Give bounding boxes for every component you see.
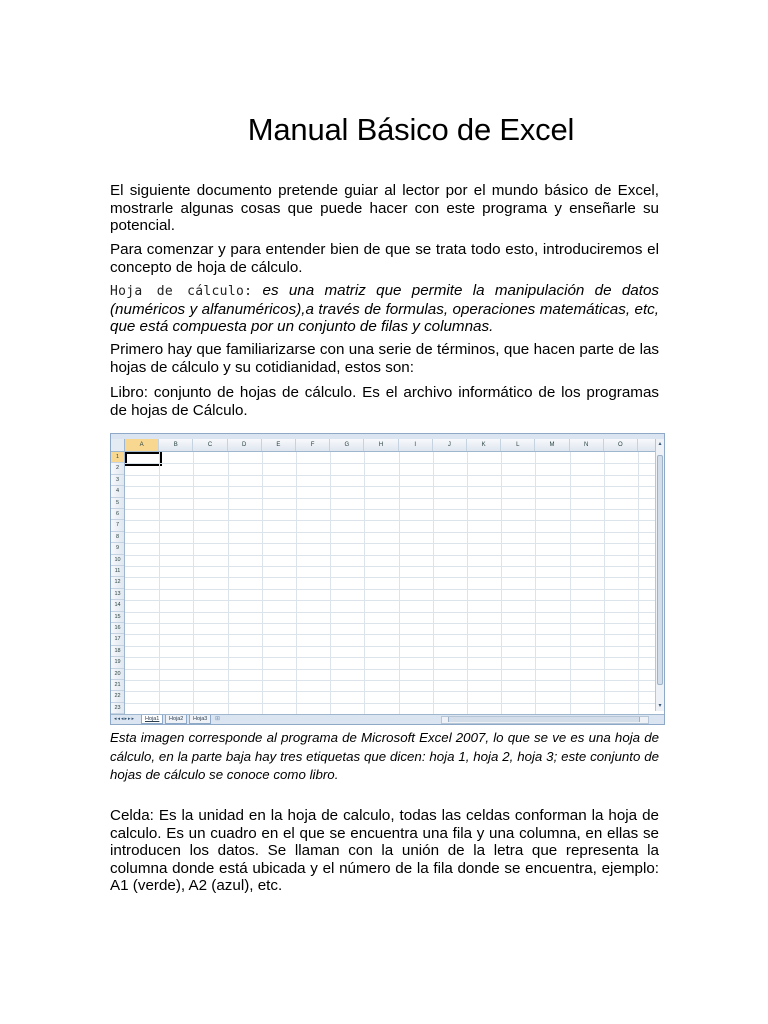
row-gridline [125,509,655,510]
row-gridline [125,555,655,556]
row-header-22: 22 [111,691,124,702]
definition-term: Hoja de cálculo: [110,284,253,299]
row-gridline [125,657,655,658]
row-gridline [125,669,655,670]
tab-hoja3: Hoja3 [189,715,211,724]
column-gridline [399,452,400,714]
row-gridline [125,623,655,624]
scroll-up-icon: ▴ [658,441,662,447]
row-gridline [125,532,655,533]
row-header-9: 9 [111,543,124,554]
row-header-15: 15 [111,612,124,623]
row-gridline [125,463,655,464]
row-header-14: 14 [111,600,124,611]
column-header-e: E [262,439,296,451]
row-headers [111,452,125,714]
horizontal-scroll-thumb [448,717,640,722]
scroll-down-icon: ▾ [658,703,662,709]
column-headers [111,439,655,452]
horizontal-scrollbar [441,716,649,724]
column-gridline [604,452,605,714]
column-gridline [570,452,571,714]
row-header-19: 19 [111,657,124,668]
column-header-j: J [433,439,467,451]
tab-hoja1: Hoja1 [141,715,163,724]
row-gridline [125,589,655,590]
row-gridline [125,566,655,567]
column-gridline [330,452,331,714]
row-gridline [125,691,655,692]
row-gridline [125,577,655,578]
vertical-scroll-thumb [657,455,663,685]
column-gridline [467,452,468,714]
definition-paragraph [110,282,659,336]
column-gridline [433,452,434,714]
row-header-1: 1 [111,452,124,463]
intro-paragraph: El siguiente documento pretende guiar al lector por el mundo básico de Excel, mostrarle algunas cosas que puede hacer con este programa y enseñarle su potencial. [110,182,659,235]
vertical-scrollbar [655,439,664,711]
row-header-11: 11 [111,566,124,577]
row-header-4: 4 [111,486,124,497]
column-header-k: K [467,439,501,451]
column-gridline [159,452,160,714]
insert-sheet-icon: ⊞ [215,716,221,722]
row-gridline [125,703,655,704]
tab-navigation-icons: ◂◂◂▸▸▸ [114,716,136,722]
column-gridline [262,452,263,714]
column-header-c: C [193,439,227,451]
definition-text: es una matriz que permite la manipulación de datos (numéricos y alfanuméricos),a través de formulas, operaciones matemáticas, etc, que está compuesta por un conjunto de filas y columnas. [110,282,659,336]
row-header-5: 5 [111,498,124,509]
column-gridline [501,452,502,714]
row-gridline [125,486,655,487]
column-header-i: I [399,439,433,451]
row-header-16: 16 [111,623,124,634]
column-header-o: O [604,439,638,451]
column-header-a: A [125,439,159,451]
sheet-tab-bar [111,714,664,724]
column-header-l: L [501,439,535,451]
row-header-13: 13 [111,589,124,600]
row-header-3: 3 [111,475,124,486]
cell-grid [125,452,655,714]
concept-paragraph: Para comenzar y para entender bien de que se trata todo esto, introduciremos el concepto de hoja de cálculo. [110,241,659,276]
column-header-g: G [330,439,364,451]
row-gridline [125,634,655,635]
row-header-10: 10 [111,555,124,566]
row-header-20: 20 [111,669,124,680]
row-gridline [125,520,655,521]
page-title: Manual Básico de Excel [247,112,575,147]
row-header-6: 6 [111,509,124,520]
row-gridline [125,680,655,681]
row-header-12: 12 [111,577,124,588]
column-gridline [535,452,536,714]
column-gridline [228,452,229,714]
row-gridline [125,543,655,544]
row-header-8: 8 [111,532,124,543]
celda-paragraph: Celda: Es la unidad en la hoja de calculo, todas las celdas conforman la hoja de calculo. Es un cuadro en el que se encuentra una fila y una columna, en ellas se introducen los datos. Se llaman con la unión de la letra que representa la columna donde está ubicada y el número de la fila donde se encuentra, ejemplo: A1 (verde), A2 (azul), etc. [110,807,659,895]
terms-paragraph: Primero hay que familiarizarse con una serie de términos, que hacen parte de las hojas de cálculo y su cotidianidad, estos son: [110,341,659,376]
row-header-17: 17 [111,634,124,645]
column-header-f: F [296,439,330,451]
column-header-b: B [159,439,193,451]
row-header-18: 18 [111,646,124,657]
tab-hoja2: Hoja2 [165,715,187,724]
excel-screenshot [110,433,665,725]
column-gridline [193,452,194,714]
column-header-m: M [535,439,569,451]
column-gridline [638,452,639,714]
row-gridline [125,475,655,476]
row-header-21: 21 [111,680,124,691]
row-header-23: 23 [111,703,124,714]
column-header-h: H [364,439,398,451]
row-gridline [125,600,655,601]
libro-paragraph: Libro: conjunto de hojas de cálculo. Es el archivo informático de los programas de hojas de Cálculo. [110,384,659,419]
row-gridline [125,646,655,647]
column-header-d: D [228,439,262,451]
column-gridline [296,452,297,714]
row-header-7: 7 [111,520,124,531]
column-header-n: N [570,439,604,451]
row-gridline [125,498,655,499]
row-header-2: 2 [111,463,124,474]
figure-caption: Esta imagen corresponde al programa de Microsoft Excel 2007, lo que se ve es una hoja de cálculo, en la parte baja hay tres etiquetas que dicen: hoja 1, hoja 2, hoja 3; este conjunto de hojas de cálculo se conoce como libro. [110,730,659,782]
select-all-corner [111,439,125,451]
row-gridline [125,612,655,613]
column-gridline [364,452,365,714]
